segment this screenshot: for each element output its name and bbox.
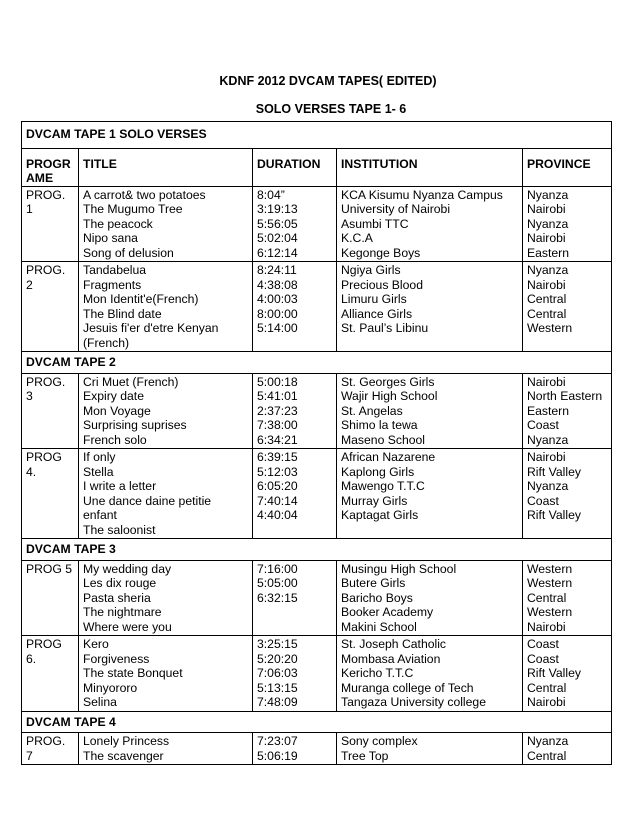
province-cell-line: Nyanza bbox=[527, 263, 569, 277]
header-institution bbox=[337, 148, 523, 186]
institution-cell-line: St. Georges Girls bbox=[341, 374, 435, 389]
institution-cell-line: Booker Academy bbox=[341, 605, 434, 619]
title-cell-line: The state Bonquet bbox=[83, 666, 183, 680]
province-cell-line: Nyanza bbox=[527, 187, 569, 202]
title-cell-line: The Mugumo Tree bbox=[83, 202, 183, 216]
institution-cell-line: Murray Girls bbox=[341, 493, 408, 508]
institution-cell-line: K.C.A bbox=[341, 231, 373, 245]
header-programme-line: PROGR bbox=[26, 156, 71, 171]
duration-cell-line: 7:06:03 bbox=[257, 666, 298, 680]
institution-cell-line: Kegonge Boys bbox=[341, 245, 421, 260]
title-cell-line: French solo bbox=[83, 432, 147, 447]
institution-cell-line: Tangaza University college bbox=[341, 695, 486, 709]
table-row bbox=[22, 186, 612, 262]
header-programme-line: AME bbox=[26, 171, 54, 185]
province-cell-line: Nairobi bbox=[527, 450, 566, 464]
title-cell-line: Fragments bbox=[83, 277, 142, 292]
table-row bbox=[22, 373, 612, 449]
programme-cell-line: PROG 5 bbox=[26, 561, 73, 576]
programme-cell bbox=[22, 373, 79, 449]
duration-cell-line: 5:56:05 bbox=[257, 216, 298, 231]
title-cell-line: Jesuis fi'er d'etre Kenyan bbox=[83, 321, 219, 335]
institution-cell-line: Precious Blood bbox=[341, 277, 423, 292]
title-cell-line: Mon Voyage bbox=[83, 403, 151, 418]
institution-cell bbox=[337, 449, 523, 539]
tape-label: DVCAM TAPE 4 bbox=[22, 711, 612, 733]
duration-cell-line: 4:40:04 bbox=[257, 508, 298, 522]
duration-cell-line: 3:25:15 bbox=[257, 637, 298, 651]
province-cell-line: Central bbox=[527, 680, 567, 695]
duration-cell-line: 5:41:01 bbox=[257, 389, 298, 403]
province-cell-line: Eastern bbox=[527, 403, 570, 418]
province-cell-line: Nairobi bbox=[527, 695, 566, 709]
tape-header-row bbox=[22, 352, 612, 374]
province-cell-line: Western bbox=[527, 605, 573, 619]
title-cell-line: Kero bbox=[83, 637, 109, 651]
institution-cell-line: Asumbi TTC bbox=[341, 216, 409, 231]
duration-cell-line: 5:20:20 bbox=[257, 651, 298, 666]
province-cell-line: Nairobi bbox=[527, 619, 566, 634]
title-cell-line: Surprising suprises bbox=[83, 418, 187, 432]
institution-cell-line: Musingu High School bbox=[341, 561, 457, 576]
duration-cell bbox=[253, 733, 337, 765]
duration-cell-line: 5:05:00 bbox=[257, 576, 298, 590]
title-cell bbox=[79, 262, 253, 352]
institution-cell-line: Kaptagat Girls bbox=[341, 508, 419, 522]
title-cell-line: If only bbox=[83, 450, 116, 464]
programme-cell-line: 7 bbox=[26, 748, 33, 763]
header-title bbox=[79, 148, 253, 186]
table-row bbox=[22, 262, 612, 352]
institution-cell-line: Sony complex bbox=[341, 734, 418, 748]
institution-cell bbox=[337, 262, 523, 352]
duration-cell-line: 4:00:03 bbox=[257, 292, 298, 306]
header-institution-line: INSTITUTION bbox=[341, 156, 418, 171]
duration-cell-line: 4:38:08 bbox=[257, 277, 298, 292]
province-cell bbox=[523, 636, 612, 712]
province-cell-line: Coast bbox=[527, 637, 559, 651]
duration-cell-line: 7:48:09 bbox=[257, 695, 298, 709]
title-cell-line: The Blind date bbox=[83, 306, 162, 321]
title-cell bbox=[79, 186, 253, 262]
programme-cell-line: 2 bbox=[26, 277, 33, 292]
title-cell-line: Lonely Princess bbox=[83, 734, 170, 748]
institution-cell-line: Alliance Girls bbox=[341, 306, 413, 321]
header-province bbox=[523, 148, 612, 186]
duration-cell-line: 6:05:20 bbox=[257, 479, 298, 493]
duration-cell-line: 5:14:00 bbox=[257, 321, 298, 335]
programme-cell bbox=[22, 733, 79, 765]
province-cell-line: Nairobi bbox=[527, 374, 566, 389]
duration-cell-line: 3:19:13 bbox=[257, 202, 298, 216]
province-cell-line: Nyanza bbox=[527, 479, 569, 493]
duration-cell-line: 6:39:15 bbox=[257, 450, 298, 464]
tape-label: DVCAM TAPE 2 bbox=[22, 352, 612, 374]
institution-cell-line: Mawengo T.T.C bbox=[341, 479, 425, 493]
province-cell bbox=[523, 373, 612, 449]
institution-cell bbox=[337, 560, 523, 636]
duration-cell-line: 6:32:15 bbox=[257, 590, 298, 605]
header-programme bbox=[22, 148, 79, 186]
province-cell-line: Western bbox=[527, 576, 573, 590]
title-cell-line: Nipo sana bbox=[83, 231, 138, 245]
province-cell-line: Rift Valley bbox=[527, 508, 581, 522]
duration-cell-line: 8:00:00 bbox=[257, 306, 298, 321]
title-cell-line: Les dix rouge bbox=[83, 576, 157, 590]
province-cell-line: Rift Valley bbox=[527, 464, 581, 479]
tapes-table bbox=[21, 121, 612, 765]
title-cell bbox=[79, 373, 253, 449]
duration-cell-line: 6:12:14 bbox=[257, 245, 298, 260]
province-cell-line: Central bbox=[527, 306, 567, 321]
institution-cell-line: Maseno School bbox=[341, 432, 426, 447]
column-header-row bbox=[22, 148, 612, 186]
programme-cell-line: 6. bbox=[26, 651, 37, 666]
title-cell-line: Where were you bbox=[83, 619, 172, 634]
title-cell-line: Forgiveness bbox=[83, 651, 150, 666]
table-row bbox=[22, 636, 612, 712]
table-row bbox=[22, 449, 612, 539]
duration-cell-line: 6:34:21 bbox=[257, 432, 298, 447]
institution-cell-line: St. Paul’s Libinu bbox=[341, 321, 429, 335]
programme-cell bbox=[22, 449, 79, 539]
programme-cell-line: PROG. bbox=[26, 263, 66, 277]
header-duration bbox=[253, 148, 337, 186]
duration-cell-line: 7:23:07 bbox=[257, 734, 298, 748]
duration-cell bbox=[253, 636, 337, 712]
institution-cell-line: Makini School bbox=[341, 619, 417, 634]
institution-cell-line: Kericho T.T.C bbox=[341, 666, 414, 680]
province-cell-line: Nyanza bbox=[527, 734, 569, 748]
title-cell bbox=[79, 449, 253, 539]
duration-cell bbox=[253, 262, 337, 352]
duration-cell bbox=[253, 449, 337, 539]
province-cell-line: Coast bbox=[527, 493, 559, 508]
institution-cell-line: Limuru Girls bbox=[341, 292, 407, 306]
province-cell-line: Central bbox=[527, 292, 567, 306]
province-cell-line: Central bbox=[527, 748, 567, 763]
duration-cell bbox=[253, 560, 337, 636]
title-cell-line: Tandabelua bbox=[83, 263, 147, 277]
institution-cell-line: Muranga college of Tech bbox=[341, 680, 474, 695]
duration-cell-line: 7:16:00 bbox=[257, 561, 298, 576]
duration-cell-line: 8:04” bbox=[257, 187, 285, 202]
province-cell bbox=[523, 186, 612, 262]
province-cell-line: Nyanza bbox=[527, 432, 569, 447]
duration-cell-line: 7:40:14 bbox=[257, 493, 298, 508]
title-cell bbox=[79, 560, 253, 636]
title-cell-line: The peacock bbox=[83, 216, 153, 231]
tape-header-row bbox=[22, 539, 612, 561]
province-cell-line: Western bbox=[527, 561, 573, 576]
province-cell-line: Central bbox=[527, 590, 567, 605]
institution-cell-line: KCA Kisumu Nyanza Campus bbox=[341, 187, 503, 202]
institution-cell-line: Baricho Boys bbox=[341, 590, 413, 605]
header-province-line: PROVINCE bbox=[527, 156, 591, 171]
institution-cell bbox=[337, 186, 523, 262]
province-cell-line: Nyanza bbox=[527, 216, 569, 231]
duration-cell-line: 5:02:04 bbox=[257, 231, 298, 245]
header-duration-line: DURATION bbox=[257, 156, 321, 171]
programme-cell bbox=[22, 636, 79, 712]
title-cell-line: The scavenger bbox=[83, 748, 164, 763]
province-cell-line: Nairobi bbox=[527, 231, 566, 245]
title-cell-line: The saloonist bbox=[83, 522, 156, 537]
title-cell-line: I write a letter bbox=[83, 479, 157, 493]
table-row bbox=[22, 560, 612, 636]
title-cell-line: The nightmare bbox=[83, 605, 162, 619]
programme-cell-line: PROG. bbox=[26, 187, 66, 202]
title-cell-line: A carrot& two potatoes bbox=[83, 187, 206, 202]
institution-cell bbox=[337, 636, 523, 712]
programme-cell-line: PROG bbox=[26, 637, 62, 651]
title-cell-line: enfant bbox=[83, 508, 117, 522]
province-cell-line: Eastern bbox=[527, 245, 570, 260]
duration-cell-line: 5:12:03 bbox=[257, 464, 298, 479]
programme-cell-line: PROG. bbox=[26, 374, 66, 389]
title-cell-line: Expiry date bbox=[83, 389, 144, 403]
province-cell-line: Coast bbox=[527, 651, 559, 666]
institution-cell-line: African Nazarene bbox=[341, 450, 436, 464]
province-cell-line: Coast bbox=[527, 418, 559, 432]
institution-cell-line: St. Angelas bbox=[341, 403, 403, 418]
duration-cell-line: 5:00:18 bbox=[257, 374, 298, 389]
programme-cell-line: 1 bbox=[26, 202, 33, 216]
province-cell-line: Nairobi bbox=[527, 202, 566, 216]
province-cell bbox=[523, 560, 612, 636]
duration-cell-line: 2:37:23 bbox=[257, 403, 298, 418]
title-cell-line: Selina bbox=[83, 695, 117, 709]
institution-cell-line: Butere Girls bbox=[341, 576, 406, 590]
institution-cell bbox=[337, 733, 523, 765]
duration-cell-line: 5:06:19 bbox=[257, 748, 298, 763]
institution-cell-line: University of Nairobi bbox=[341, 202, 451, 216]
institution-cell bbox=[337, 373, 523, 449]
duration-cell bbox=[253, 373, 337, 449]
duration-cell-line: 7:38:00 bbox=[257, 418, 298, 432]
programme-cell-line: PROG bbox=[26, 450, 62, 464]
institution-cell-line: Tree Top bbox=[341, 748, 389, 763]
institution-cell-line: Mombasa Aviation bbox=[341, 651, 441, 666]
title-cell bbox=[79, 636, 253, 712]
tape-header-row bbox=[22, 122, 612, 149]
duration-cell-line: 5:13:15 bbox=[257, 680, 298, 695]
programme-cell-line: 4. bbox=[26, 464, 37, 479]
institution-cell-line: Shimo la tewa bbox=[341, 418, 418, 432]
title-cell-line: (French) bbox=[83, 335, 130, 350]
programme-cell-line: PROG. bbox=[26, 734, 66, 748]
title-cell-line: Mon Identit'e(French) bbox=[83, 292, 199, 306]
programme-cell-line: 3 bbox=[26, 389, 33, 403]
title-cell-line: Song of delusion bbox=[83, 245, 174, 260]
title-cell-line: Pasta sheria bbox=[83, 590, 151, 605]
province-cell-line: Nairobi bbox=[527, 277, 566, 292]
tape-label: DVCAM TAPE 1 SOLO VERSES bbox=[22, 122, 612, 149]
institution-cell-line: Wajir High School bbox=[341, 389, 438, 403]
province-cell-line: Western bbox=[527, 321, 573, 335]
tape-label: DVCAM TAPE 3 bbox=[22, 539, 612, 561]
document-subtitle: SOLO VERSES TAPE 1- 6 bbox=[255, 102, 407, 116]
duration-cell-line: 8:24:11 bbox=[257, 263, 297, 277]
province-cell bbox=[523, 733, 612, 765]
tape-header-row bbox=[22, 711, 612, 733]
institution-cell-line: Ngiya Girls bbox=[341, 263, 401, 277]
duration-cell bbox=[253, 186, 337, 262]
institution-cell-line: Kaplong Girls bbox=[341, 464, 415, 479]
table-row bbox=[22, 733, 612, 765]
province-cell bbox=[523, 449, 612, 539]
title-cell bbox=[79, 733, 253, 765]
title-cell-line: Une dance daine petitie bbox=[83, 493, 212, 508]
title-cell-line: My wedding day bbox=[83, 561, 172, 576]
province-cell-line: North Eastern bbox=[527, 389, 603, 403]
province-cell bbox=[523, 262, 612, 352]
programme-cell bbox=[22, 262, 79, 352]
title-cell-line: Minyororo bbox=[83, 680, 138, 695]
province-cell-line: Rift Valley bbox=[527, 666, 581, 680]
header-title-line: TITLE bbox=[83, 156, 117, 171]
programme-cell bbox=[22, 186, 79, 262]
title-cell-line: Stella bbox=[83, 464, 114, 479]
title-cell-line: Cri Muet (French) bbox=[83, 374, 179, 389]
institution-cell-line: St. Joseph Catholic bbox=[341, 637, 447, 651]
document-title: KDNF 2012 DVCAM TAPES( EDITED) bbox=[219, 74, 437, 88]
programme-cell bbox=[22, 560, 79, 636]
